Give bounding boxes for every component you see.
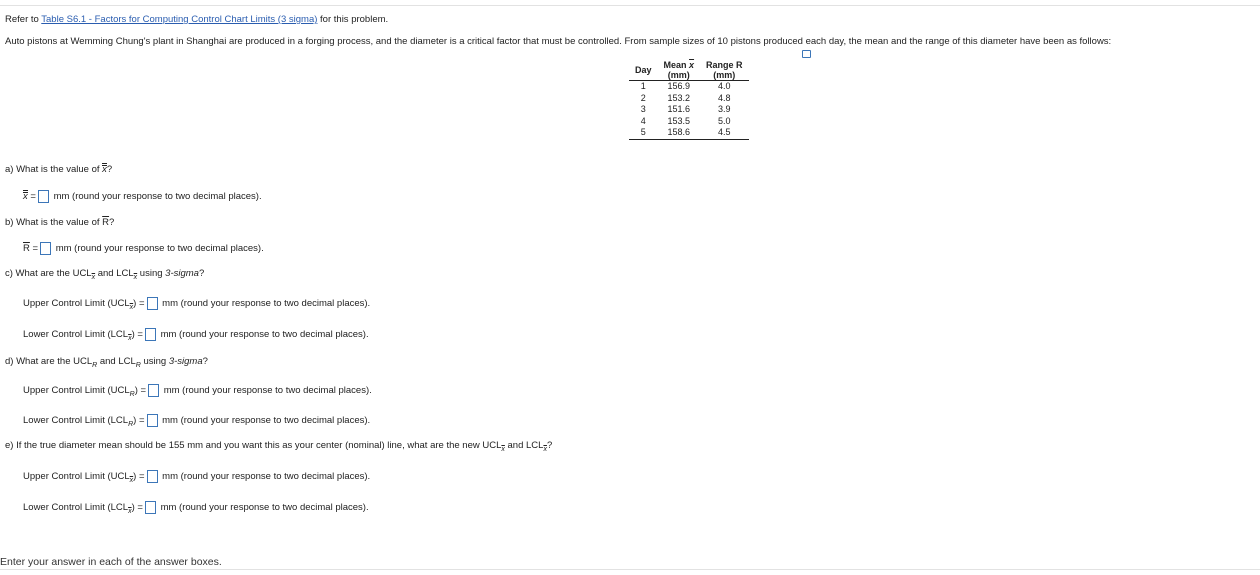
day-cell: 4 [640,115,646,126]
hint-text: mm (round your response to two decimal places). [53,191,262,203]
day-cell: 5 [629,127,658,139]
range-cell: 4.5 [700,127,749,139]
new-ucl-x-input[interactable] [147,470,158,483]
hint-text: mm (round your response to two decimal places). [163,385,372,397]
hint-text: mm (round your response to two decimal places). [162,415,371,427]
ucl-r-row: Upper Control Limit $(UCL_R)$ = mm (round your response to two decimal places). [23,385,372,399]
hint-text: mm (round your response to two decimal places). [162,298,371,310]
answer-a-row: x = mm (round your response to two decimal places). [23,191,262,203]
range-cell: 5.0 [718,115,731,126]
table-row [629,127,749,139]
mean-cell: 156.9 [667,81,691,91]
problem-statement: Auto pistons at Wemming Chung's plant in Shanghai are produced in a forging process, and the diameter is a critical factor that must be controlled. From sample sizes of 10 pistons produced each day, the mean and the range of this diameter have been as follows: [5,36,1112,47]
day-cell: 3 [640,104,646,114]
day-header: Day [629,60,658,81]
table-row [629,116,749,128]
question-e: e) If the true diameter mean should be 155 mm and you want this as your center (nominal) line, what are the new $UCL_{\overline{x}}$ and $LCL_{\overline{x}}$? [5,440,553,453]
ucl-r-input[interactable] [148,384,159,397]
top-divider [0,5,1260,6]
ucl-x-input[interactable] [147,297,158,310]
refer-prefix: Refer to [5,14,39,25]
new-ucl-x-row: Upper Control Limit $(UCL_{\overline{x}})$ = mm (round your response to two decimal places). [23,471,371,485]
range-header: Range R (mm) [700,60,749,81]
question-d: d) What are the $UCL_R$ and $LCL_R$ using 3-sigma? [5,356,208,369]
table-row [629,104,749,116]
mean-cell: 153.2 [667,92,691,103]
question-c: c) What are the $UCL_{\overline{x}}$ and $LCL_{\overline{x}}$ using 3-sigma? [5,268,205,281]
lcl-x-row: Lower Control Limit $(LCL_{\overline{x}})$ = mm (round your response to two decimal places). [23,329,369,343]
data-table [629,60,749,140]
lcl-r-row: Lower Control Limit $(LCL_R)$ = mm (round your response to two decimal places). [23,415,371,429]
mean-header: Mean $\overline{x}$ (mm) [658,60,701,81]
footer-instructions: Enter your answer in each of the answer boxes. [0,556,222,568]
day-cell: 2 [640,92,646,103]
refer-suffix: for this problem. [320,14,389,25]
day-cell: 1 [640,81,646,91]
new-lcl-x-input[interactable] [145,501,156,514]
mean-cell: 153.5 [667,115,691,126]
xbar-symbol: x [23,191,28,203]
hint-text: mm (round your response to two decimal places). [160,329,369,341]
range-cell: 4.8 [718,92,731,103]
bottom-divider [0,569,1260,570]
answer-b-row: $\overline{R}$ = mm (round your response to two decimal places). [23,243,264,255]
hint-text: mm (round your response to two decimal places). [55,243,264,255]
table-row [629,93,749,105]
rbar-answer-input[interactable] [40,242,51,255]
question-a: a) What is the value of x? [5,164,113,175]
xbar-answer-input[interactable] [38,190,49,203]
question-b: b) What is the value of $\overline{R}$? [5,217,115,228]
mean-cell: 158.6 [658,127,701,139]
copy-icon[interactable] [802,50,811,58]
mean-cell: 151.6 [667,104,691,114]
new-lcl-x-row: Lower Control Limit $(LCL_{\overline{x}})$ = mm (round your response to two decimal places). [23,502,369,516]
rbar-symbol: $\overline{R}$ [23,243,30,255]
lcl-r-input[interactable] [147,414,158,427]
ucl-x-row: Upper Control Limit $(UCL_{\overline{x}})$ = mm (round your response to two decimal places). [23,298,371,312]
range-cell: 3.9 [718,104,731,114]
hint-text: mm (round your response to two decimal places). [162,471,371,483]
range-cell: 4.0 [718,81,731,91]
table-row [629,81,749,93]
refer-line [5,14,388,25]
factors-table-link[interactable]: Table S6.1 - Factors for Computing Control Chart Limits (3 sigma) [41,14,318,25]
hint-text: mm (round your response to two decimal places). [160,502,369,514]
lcl-x-input[interactable] [145,328,156,341]
